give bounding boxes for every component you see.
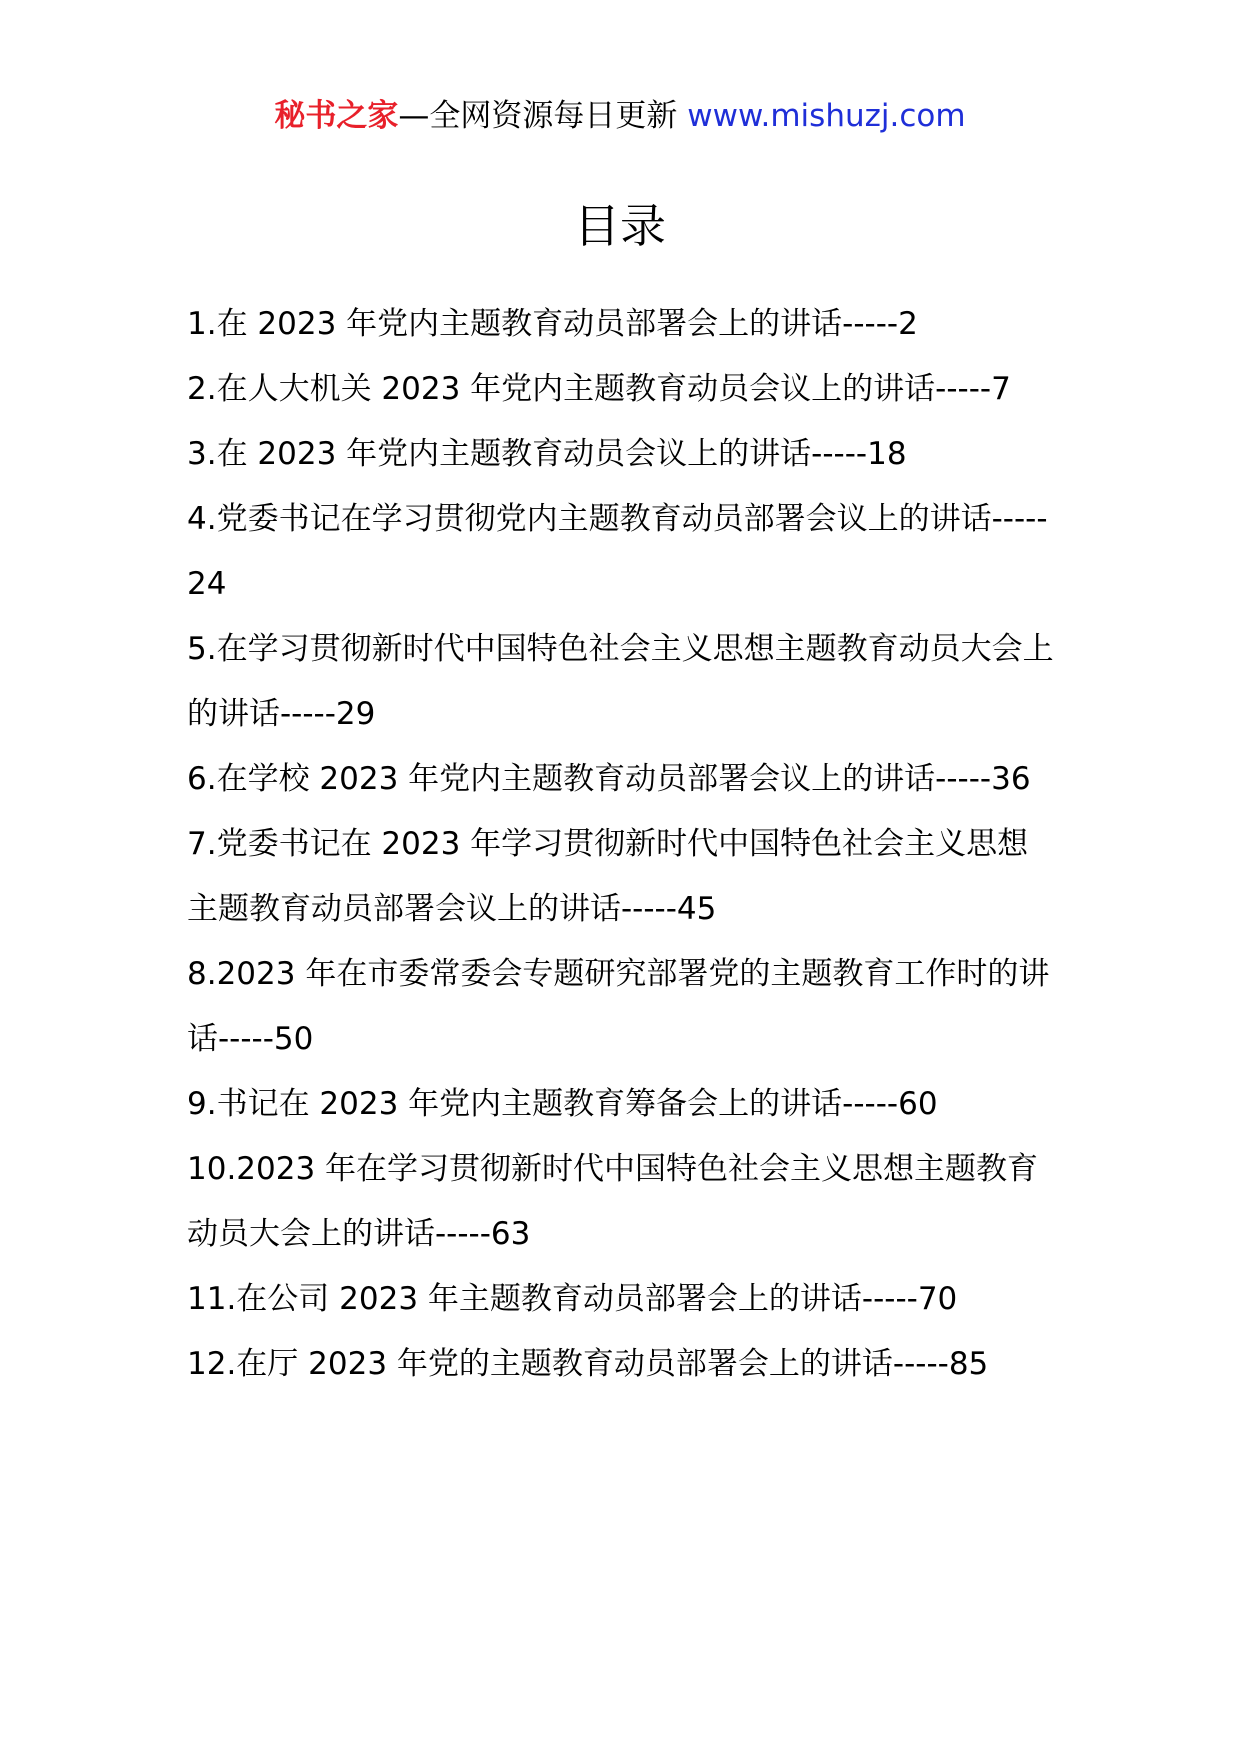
table-of-contents	[187, 292, 1057, 1397]
page-title: 目录	[574, 199, 666, 253]
toc-entry: 1.在 2023 年党内主题教育动员部署会上的讲话-----2	[187, 306, 918, 342]
toc-entry: 10.2023 年在学习贯彻新时代中国特色社会主义思想主题教育动员大会上的讲话-----63	[187, 1151, 1039, 1252]
toc-entry: 5.在学习贯彻新时代中国特色社会主义思想主题教育动员大会上的讲话-----29	[187, 631, 1054, 732]
website-link[interactable]: www.mishuzj.com	[687, 98, 966, 134]
toc-entry: 11.在公司 2023 年主题教育动员部署会上的讲话-----70	[187, 1281, 958, 1317]
toc-entry: 4.党委书记在学习贯彻党内主题教育动员部署会议上的讲话-----24	[187, 501, 1048, 602]
header-tagline: —全网资源每日更新	[398, 98, 688, 134]
toc-entry: 6.在学校 2023 年党内主题教育动员部署会议上的讲话-----36	[187, 761, 1031, 797]
toc-entry: 9.书记在 2023 年党内主题教育筹备会上的讲话-----60	[187, 1086, 938, 1122]
toc-entry: 3.在 2023 年党内主题教育动员会议上的讲话-----18	[187, 436, 907, 472]
toc-entry: 8.2023 年在市委常委会专题研究部署党的主题教育工作时的讲话-----50	[187, 956, 1050, 1057]
toc-entry: 12.在厅 2023 年党的主题教育动员部署会上的讲话-----85	[187, 1346, 989, 1382]
toc-entry: 2.在人大机关 2023 年党内主题教育动员会议上的讲话-----7	[187, 371, 1011, 407]
brand-name: 秘书之家	[274, 98, 399, 134]
page-header	[0, 96, 1240, 136]
toc-entry: 7.党委书记在 2023 年学习贯彻新时代中国特色社会主义思想主题教育动员部署会议上的讲话-----45	[187, 826, 1029, 927]
